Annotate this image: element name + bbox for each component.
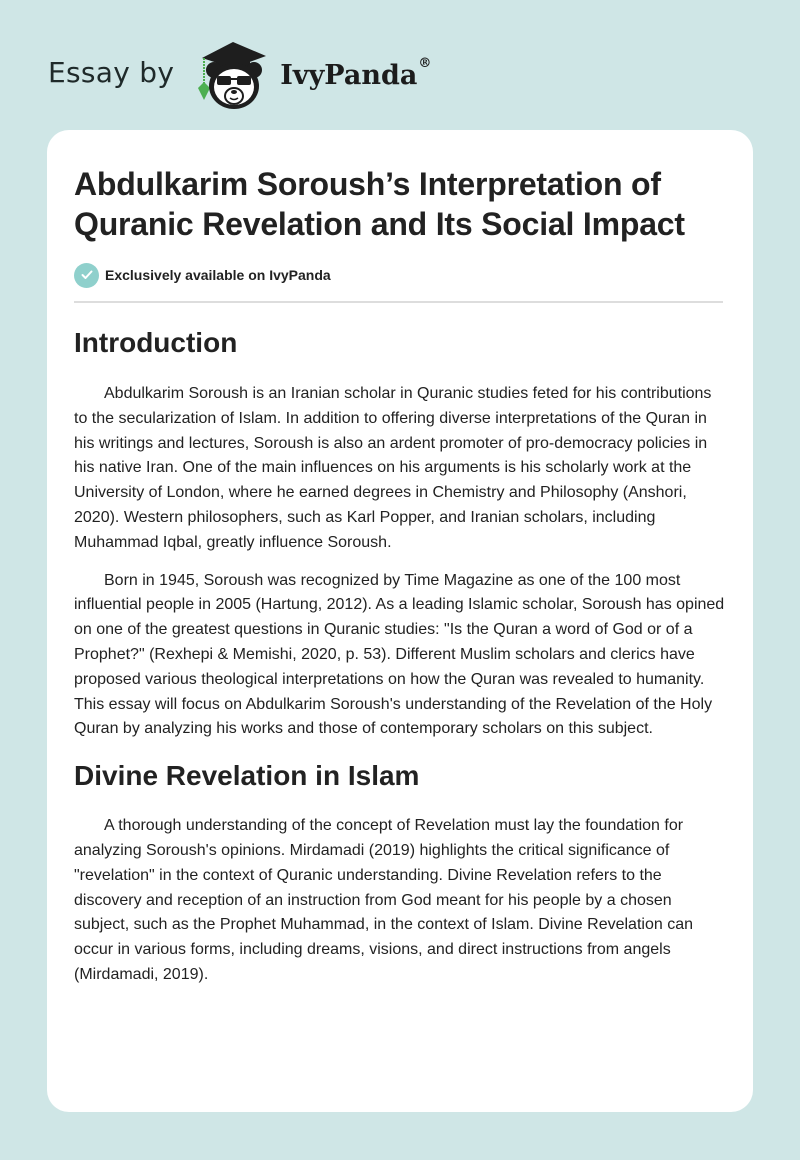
brand-name: IvyPanda bbox=[280, 59, 418, 91]
essay-title: Abdulkarim Soroush’s Interpretation of Quranic Revelation and Its Social Impact bbox=[74, 166, 685, 242]
title-divider bbox=[74, 301, 723, 303]
brand-logo-text[interactable] bbox=[280, 55, 432, 91]
paragraph: Abdulkarim Soroush is an Iranian scholar in Quranic studies feted for his contributions to the secularization of Islam. In addition to offering diverse interpretations of the Quran in his writings and lectures, Soroush is also an ardent promoter of pro-democracy policies in his native Iran. One of the main influences on his arguments is his scholarly work at the University of London, where he earned degrees in Chemistry and Philosophy (Anshori, 2020). Western philosophers, such as Karl Popper, and Iranian scholars, including Muhammad Iqbal, greatly influence Soroush. bbox=[74, 385, 712, 551]
registered-mark: ® bbox=[418, 55, 432, 71]
panda-graduation-cap-icon[interactable] bbox=[192, 36, 274, 112]
paragraph: A thorough understanding of the concept of Revelation must lay the foundation for analyzing Soroush's opinions. Mirdamadi (2019) highlights the critical significance of "revelation" in the context of Quranic understanding. Divine Revelation refers to the discovery and reception of an instruction from God meant for his people by a chosen subject, such as the Prophet Muhammad, in the context of Islam. Divine Revelation can occur in various forms, including dreams, visions, and direct instructions from angels (Mirdamadi, 2019). bbox=[74, 817, 693, 983]
section-heading-divine-revelation: Divine Revelation in Islam bbox=[74, 760, 420, 792]
section-heading-introduction: Introduction bbox=[74, 327, 238, 358]
check-circle-icon bbox=[74, 263, 99, 288]
exclusive-label: Exclusively available on IvyPanda bbox=[105, 267, 331, 283]
exclusive-badge bbox=[74, 262, 725, 288]
essay-card bbox=[47, 130, 753, 1112]
essay-by-label: Essay by bbox=[48, 55, 175, 89]
paragraph: Born in 1945, Soroush was recognized by Time Magazine as one of the 100 most influential people in 2005 (Hartung, 2012). As a leading Islamic scholar, Soroush has opined on one of the greatest questions in Quranic studies: "Is the Quran a word of God or of a Prophet?" (Rexhepi & Memishi, 2020, p. 53). Different Muslim scholars and clerics have proposed various theological interpretations on how the Quran was revealed to humanity. This essay will focus on Abdulkarim Soroush's understanding of the Revelation of the Holy Quran by analyzing his works and those of contemporary scholars on this subject. bbox=[74, 571, 725, 738]
site-header bbox=[48, 34, 431, 114]
